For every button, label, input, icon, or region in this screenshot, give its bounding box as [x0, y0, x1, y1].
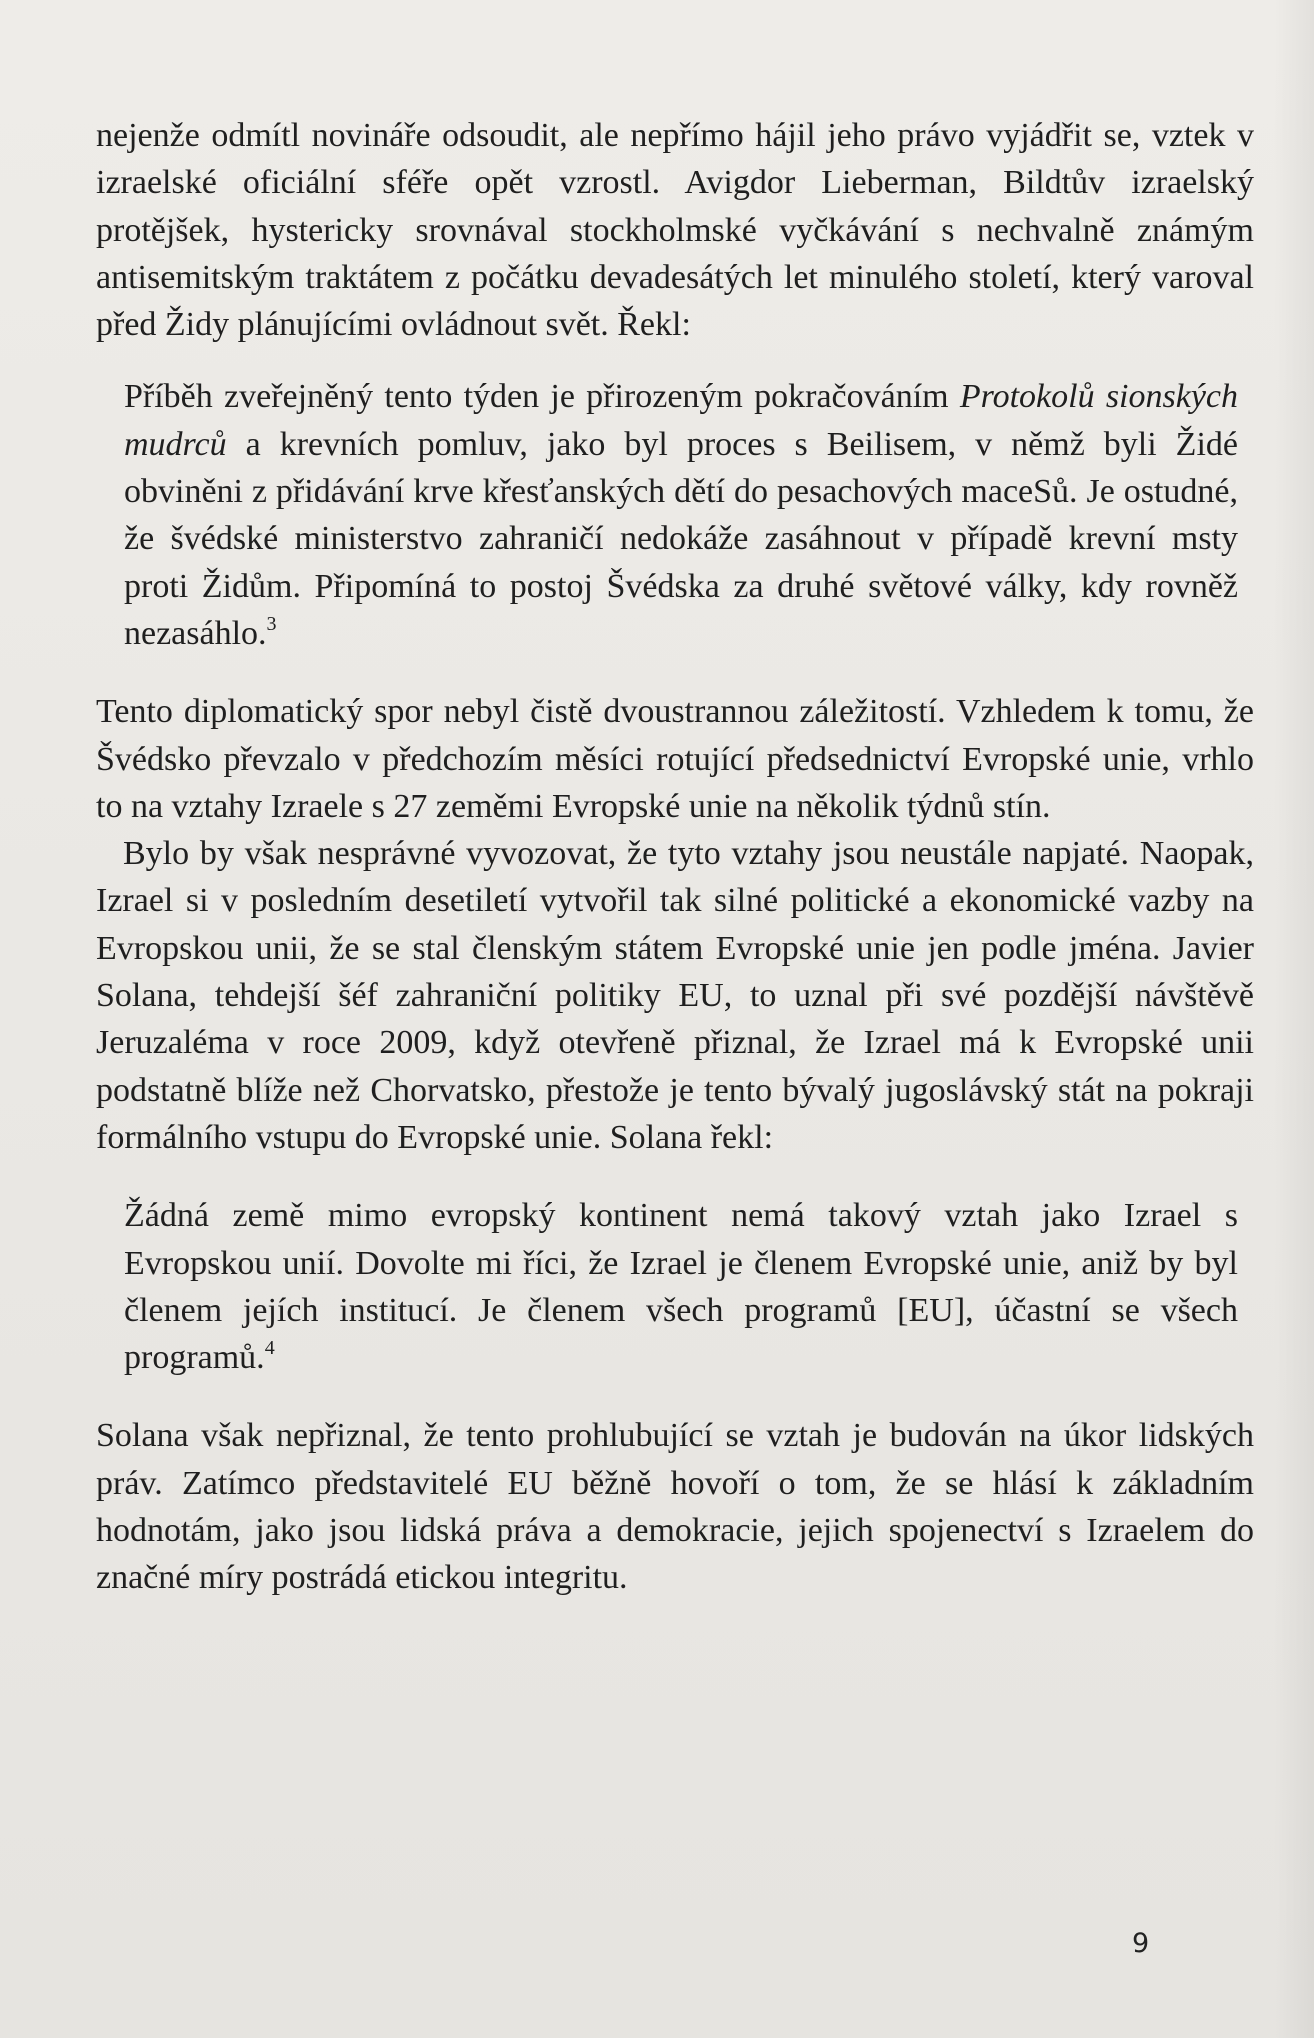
body-text	[96, 112, 1254, 1602]
quote-2-text: Žádná země mimo evropský kontinent nemá takový vztah jako Izrael s Evropskou unií. Dovolte mi říci, že Izrael je členem Evropské unie, aniž by byl členem jejích institucí. Je členem všech programů [EU], účastní se všech programů.	[124, 1197, 1238, 1377]
footnote-ref-4: 4	[264, 1337, 275, 1360]
block-quote-solana	[96, 1192, 1254, 1381]
page-number: 9	[1132, 1928, 1150, 1959]
footnote-ref-3: 3	[266, 612, 277, 635]
block-quote-lieberman	[96, 373, 1254, 657]
paragraph-4: Solana však nepřiznal, že tento prohlubující se vztah je budován na úkor lidských práv. Zatímco představitelé EU běžně hovoří o tom, že se hlásí k základním hodnotám, jako jsou lidská práva a demokracie, jejich spojenectví s Izraelem do značné míry postrádá etickou integritu.	[96, 1417, 1254, 1597]
quote-text-start: Příběh zveřejněný tento týden je přirozeným pokračováním	[124, 378, 960, 416]
paragraph-1: nejenže odmítl novináře odsoudit, ale nepřímo hájil jeho právo vyjádřit se, vztek v izraelské oficiální sféře opět vzrostl. Avigdor Lieberman, Bildtův izraelský protějšek, hystericky srovnával stockholmské vyčkávání s nechvalně známým antisemitským traktátem z počátku devadesátých let minulého století, který varoval před Židy plánujícími ovládnout svět. Řekl:	[96, 117, 1254, 344]
paragraph-3: Bylo by však nesprávné vyvozovat, že tyto vztahy jsou neustále napjaté. Naopak, Izrael si v posledním desetiletí vytvořil tak silné politické a ekonomické vazby na Evropskou unii, že se stal členským státem Evropské unie jen podle jména. Javier Solana, tehdejší šéf zahraniční politiky EU, to uznal při své pozdější návštěvě Jeruzaléma v roce 2009, když otevřeně přiznal, že Izrael má k Evropské unii podstatně blíže než Chorvatsko, přestože je tento bývalý jugoslávský stát na pokraji formálního vstupu do Evropské unie. Solana řekl:	[96, 835, 1254, 1156]
quote-text-end: a krevních pomluv, jako byl proces s Beilisem, v němž byli Židé obviněni z přidávání krve křesťanských dětí do pesachových maceSů. Je ostudné, že švédské ministerstvo zahraničí nedokáže zasáhnout v případě krevní msty proti Židům. Připomíná to postoj Švédska za druhé světové války, kdy rovněž nezasáhlo.	[124, 425, 1238, 652]
paragraph-2: Tento diplomatický spor nebyl čistě dvoustrannou záležitostí. Vzhledem k tomu, že Švédsko převzalo v předchozím měsíci rotující předsednictví Evropské unie, vrhlo to na vztahy Izraele s 27 zeměmi Evropské unie na několik týdnů stín.	[96, 693, 1254, 825]
page-edge-shadow	[1274, 0, 1314, 2038]
quote-italic-title: Protokolů sionských mudrců	[124, 378, 1239, 463]
